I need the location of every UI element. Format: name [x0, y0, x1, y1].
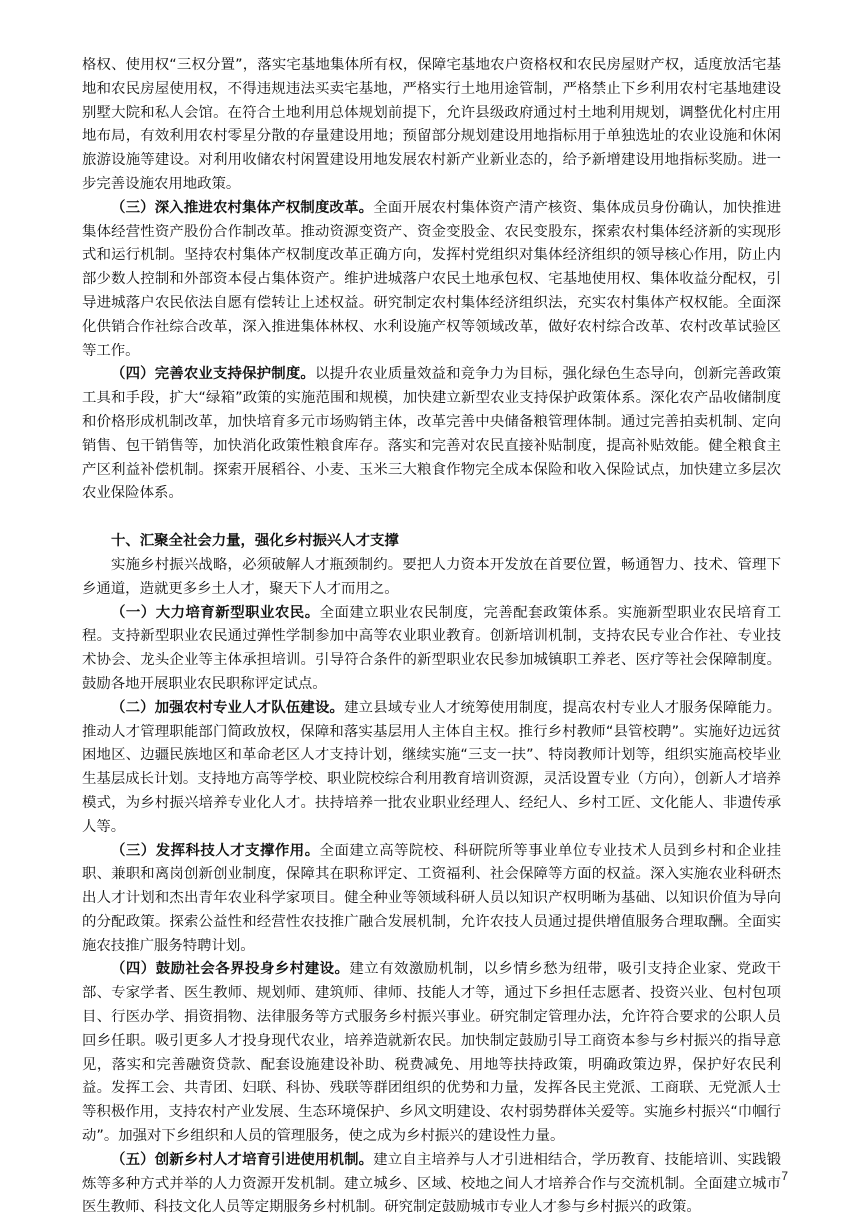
paragraph-text: 全面建立高等院校、科研院所等事业单位专业技术人员到乡村和企业挂职、兼职和离岗创新创业制度，保障其在职称评定、工资福利、社会保障等方面的权益。深入实施农业科研杰出人才计划和杰出青年农业科学家项目。健全种业等领域科研人员以知识产权明晰为基础、以知识价值为导向的分配政策。探索公益性和经营性农技推广融合发展机制，允许农技人员通过提供增值服务合理取酬。全面实施农技推广服务特聘计划。: [82, 842, 781, 954]
paragraph-text: 实施乡村振兴战略，必须破解人才瓶颈制约。要把人力资本开发放在首要位置，畅通智力、技术、管理下乡通道，造就更多乡土人才，聚天下人才而用之。: [82, 556, 781, 597]
paragraph-new-farmers: [82, 602, 781, 697]
section-lead: （二）加强农村专业人才队伍建设。: [111, 699, 345, 716]
paragraph-intro: [82, 554, 781, 602]
paragraph-text: 建立县域专业人才统筹使用制度，提高农村专业人才服务保障能力。推动人才管理职能部门简政放权，保障和落实基层用人主体自主权。推行乡村教师“县管校聘”。实施好边远贫困地区、边疆民族地区和革命老区人才支持计划，继续实施“三支一扶”、特岗教师计划等，组织实施高校毕业生基层成长计划。支持地方高等学校、职业院校综合利用教育培训资源，灵活设置专业（方向），创新人才培养模式，为乡村振兴培养专业化人才。扶持培养一批农业职业经理人、经纪人、乡村工匠、文化能人、非遗传承人等。: [82, 699, 781, 835]
page-number: 7: [781, 1169, 788, 1183]
paragraph-professional-talent: [82, 697, 781, 840]
paragraph-text: 建立有效激励机制，以乡情乡愁为纽带，吸引支持企业家、党政干部、专家学者、医生教师、规划师、建筑师、律师、技能人才等，通过下乡担任志愿者、投资兴业、包村包项目、行医办学、捐资捐物、法律服务等方式服务乡村振兴事业。研究制定管理办法，允许符合要求的公职人员回乡任职。吸引更多人才投身现代农业，培养造就新农民。加快制定鼓励引导工商资本参与乡村振兴的指导意见，落实和完善融资贷款、配套设施建设补助、税费减免、用地等扶持政策，明确政策边界，保护好农民利益。发挥工会、共青团、妇联、科协、残联等群团组织的优势和力量，发挥各民主党派、工商联、无党派人士等积极作用，支持农村产业发展、生态环境保护、乡风文明建设、农村弱势群体关爱等。实施乡村振兴“巾帼行动”。加强对下乡组织和人员的管理服务，使之成为乡村振兴的建设性力量。: [82, 961, 781, 1145]
paragraph-text: 全面建立职业农民制度，完善配套政策体系。实施新型职业农民培育工程。支持新型职业农民通过弹性学制参加中高等农业职业教育。创新培训机制，支持农民专业合作社、专业技术协会、龙头企业等主体承担培训。引导符合条件的新型职业农民参加城镇职工养老、医疗等社会保障制度。鼓励各地开展职业农民职称评定试点。: [82, 604, 781, 692]
section-lead: （五）创新乡村人才培育引进使用机制。: [111, 1151, 374, 1168]
section-lead: （三）发挥科技人才支撑作用。: [111, 842, 320, 859]
paragraph-tech-talent: [82, 840, 781, 959]
document-body: [82, 54, 781, 1220]
paragraph-text: 建立自主培养与人才引进相结合，学历教育、技能培训、实践锻炼等多种方式并举的人力资源开发机制。建立城乡、区域、校地之间人才培养合作与交流机制。全面建立城市医生教师、科技文化人员等定期服务乡村机制。研究制定鼓励城市专业人才参与乡村振兴的政策。: [82, 1151, 781, 1216]
paragraph-agri-support: [82, 363, 781, 506]
paragraph-text: 格权、使用权“三权分置”，落实宅基地集体所有权，保障宅基地农户资格权和农民房屋财产权，适度放活宅基地和农民房屋使用权，不得违规违法买卖宅基地，严格实行土地用途管制，严格禁止下乡利用农村宅基地建设别墅大院和私人会馆。在符合土地利用总体规划前提下，允许县级政府通过村土地利用规划，调整优化村庄用地布局，有效利用农村零星分散的存量建设用地；预留部分规划建设用地指标用于单独选址的农业设施和休闲旅游设施等建设。对利用收储农村闲置建设用地发展农村新产业新业态的，给予新增建设用地指标奖励。进一步完善设施农用地政策。: [82, 57, 781, 192]
paragraph-text: 以提升农业质量效益和竞争力为目标，强化绿色生态导向，创新完善政策工具和手段，扩大“绿箱”政策的实施范围和规模，加快建立新型农业支持保护政策体系。深化农产品收储制度和价格形成机制改革，加快培育多元市场购销主体，改革完善中央储备粮管理体制。通过完善拍卖机制、定向销售、包干销售等，加快消化政策性粮食库存。落实和完善对农民直接补贴制度，提高补贴效能。健全粮食主产区利益补偿机制。探索开展稻谷、小麦、玉米三大粮食作物完全成本保险和收入保险试点，加快建立多层次农业保险体系。: [82, 366, 781, 502]
paragraph-text: 全面开展农村集体资产清产核资、集体成员身份确认，加快推进集体经营性资产股份合作制改革。推动资源变资产、资金变股金、农民变股东，探索农村集体经济新的实现形式和运行机制。坚持农村集体产权制度改革正确方向，发挥村党组织对集体经济组织的领导核心作用，防止内部少数人控制和外部资本侵占集体资产。维护进城落户农民土地承包权、宅基地使用权、集体收益分配权，引导进城落户农民依法自愿有偿转让上述权益。研究制定农村集体经济组织法，充实农村集体产权权能。全面深化供销合作社综合改革，深入推进集体林权、水利设施产权等领域改革，做好农村综合改革、农村改革试验区等工作。: [82, 199, 781, 359]
paragraph-collective-property: [82, 197, 781, 364]
paragraph-land-reform-continued: [82, 54, 781, 197]
section-lead: （四）完善农业支持保护制度。: [111, 366, 315, 383]
section-lead: （三）深入推进农村集体产权制度改革。: [111, 199, 374, 216]
paragraph-talent-mechanism: [82, 1149, 781, 1220]
paragraph-society-involvement: [82, 958, 781, 1148]
section-lead: （四）鼓励社会各界投身乡村建设。: [111, 961, 350, 978]
section-lead: （一）大力培育新型职业农民。: [111, 604, 320, 621]
section-heading: 十、汇聚全社会力量，强化乡村振兴人才支撑: [111, 533, 399, 550]
